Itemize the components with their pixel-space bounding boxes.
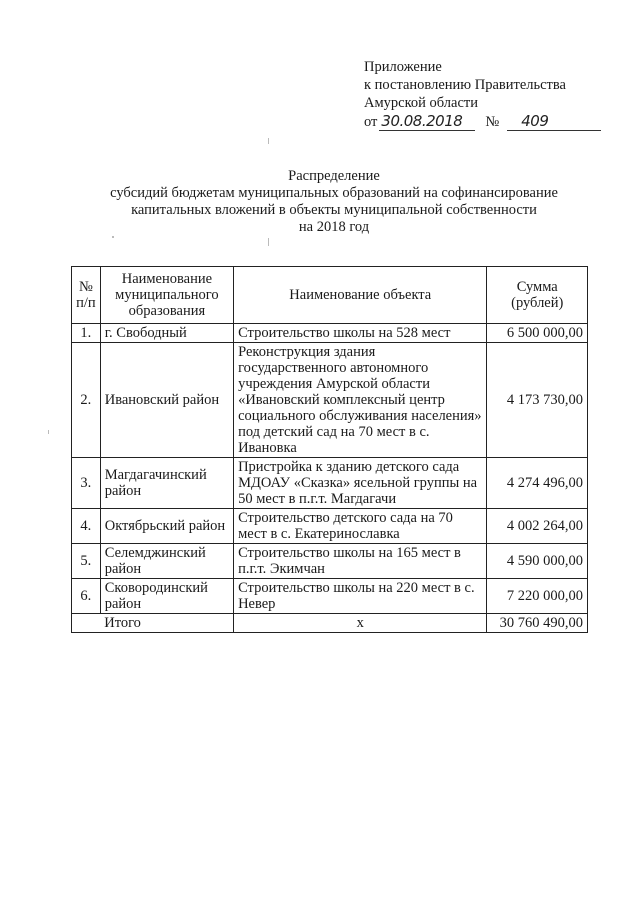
row-municipality: Октябрьский район <box>100 509 233 544</box>
title-line-1: Распределение <box>288 168 380 184</box>
row-municipality: Селемджинский район <box>100 544 233 579</box>
row-municipality: Магдагачинский район <box>100 458 233 509</box>
row-no: 6. <box>72 579 101 614</box>
row-no: 2. <box>72 343 101 458</box>
title-line-3: капитальных вложений в объекты муниципальной собственности <box>131 202 537 218</box>
row-object: Реконструкция здания государственного автономного учреждения Амурской области «Ивановский комплексный центр социального обслуживания населения» под детский сад на 70 мест в с. Ивановка <box>234 343 487 458</box>
row-no: 4. <box>72 509 101 544</box>
row-object: Строительство детского сада на 70 мест в с. Екатеринославка <box>234 509 487 544</box>
table-header-row <box>72 267 588 324</box>
appendix-resolution: к постановлению Правительства <box>364 77 566 93</box>
total-object: x <box>234 614 487 633</box>
row-no: 1. <box>72 324 101 343</box>
scan-mark <box>112 236 114 238</box>
table-total-row <box>72 614 588 633</box>
scan-mark <box>268 238 269 246</box>
row-no: 5. <box>72 544 101 579</box>
handwritten-date: 30.08.2018 <box>379 112 475 131</box>
header-municipality: Наименование муниципального образования <box>100 267 233 324</box>
row-no: 3. <box>72 458 101 509</box>
resolution-date-number <box>364 112 624 131</box>
total-no-cell <box>72 614 101 633</box>
row-sum: 6 500 000,00 <box>487 324 588 343</box>
header-object: Наименование объекта <box>234 267 487 324</box>
row-sum: 7 220 000,00 <box>487 579 588 614</box>
title-line-4: на 2018 год <box>298 219 370 235</box>
row-sum: 4 173 730,00 <box>487 343 588 458</box>
from-label: от <box>364 114 378 130</box>
row-object: Строительство школы на 528 мест <box>234 324 487 343</box>
row-sum: 4 590 000,00 <box>487 544 588 579</box>
header-sum: Сумма (рублей) <box>487 267 588 324</box>
appendix-region: Амурской области <box>364 95 478 111</box>
total-label: Итого <box>100 614 233 633</box>
table-row <box>72 509 588 544</box>
handwritten-number: 409 <box>507 112 601 131</box>
header-no: № п/п <box>72 267 101 324</box>
scan-mark <box>268 138 269 144</box>
table-row <box>72 544 588 579</box>
row-municipality: г. Свободный <box>100 324 233 343</box>
appendix-header <box>364 58 624 131</box>
title-line-2: субсидий бюджетам муниципальных образований на софинансирование <box>110 185 558 201</box>
table-row <box>72 343 588 458</box>
row-sum: 4 274 496,00 <box>487 458 588 509</box>
table-row <box>72 579 588 614</box>
appendix-title: Приложение <box>364 59 442 75</box>
number-label: № <box>485 114 500 130</box>
row-municipality: Ивановский район <box>100 343 233 458</box>
row-sum: 4 002 264,00 <box>487 509 588 544</box>
row-municipality: Сковородинский район <box>100 579 233 614</box>
total-sum: 30 760 490,00 <box>487 614 588 633</box>
row-object: Пристройка к зданию детского сада МДОАУ «Сказка» ясельной группы на 50 мест в п.г.т. Магдагачи <box>234 458 487 509</box>
table-row <box>72 324 588 343</box>
row-object: Строительство школы на 220 мест в с. Невер <box>234 579 487 614</box>
subsidy-table <box>71 266 588 633</box>
document-title <box>60 168 608 236</box>
row-object: Строительство школы на 165 мест в п.г.т. Экимчан <box>234 544 487 579</box>
scan-mark <box>48 430 49 434</box>
table-row <box>72 458 588 509</box>
